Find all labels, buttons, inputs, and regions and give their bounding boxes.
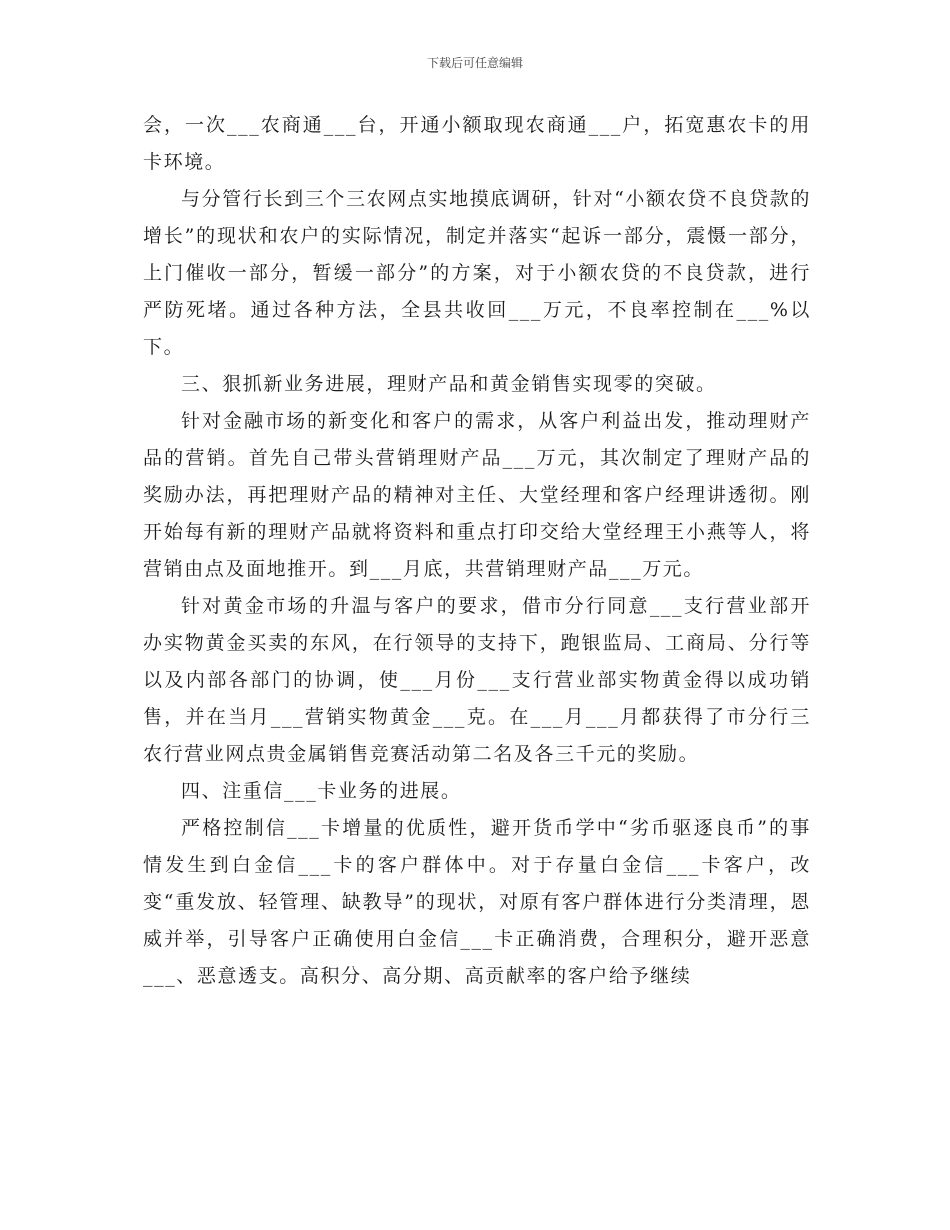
section-heading-4: 四、注重信___卡业务的进展。 xyxy=(181,780,462,802)
paragraph-5: 针对黄金市场的升温与客户的要求，借市分行同意___支行营业部开办实物黄金买卖的东风，在行领导的支持下，跑银监局、工商局、分行等以及内部各部门的协调，使___月份___支行营业部实物黄金得以成功销售，并在当月___营销实物黄金___克。在___月___月都获得了市分行三农行营业网点贵金属销售竞赛活动第二名及各三千元的奖励。 xyxy=(143,595,811,765)
paragraph-2: 与分管行长到三个三农网点实地摸底调研，针对“小额农贷不良贷款的增长”的现状和农户的实际情况，制定并落实“起诉一部分，震慑一部分，上门催收一部分，暂缓一部分”的方案，对于小额农贷的不良贷款，进行严防死堵。通过各种方法，全县共收回___万元，不良率控制在___%以下。 xyxy=(143,188,811,358)
section-heading-3: 三、狠抓新业务进展，理财产品和黄金销售实现零的突破。 xyxy=(181,373,717,395)
document-body xyxy=(143,107,811,995)
paragraph-7: 严格控制信___卡增量的优质性，避开货币学中“劣币驱逐良币”的事情发生到白金信___卡的客户群体中。对于存量白金信___卡客户，改变“重发放、轻管理、缺教导”的现状，对原有客户群体进行分类清理，恩威并举，引导客户正确使用白金信___卡正确消费，合理积分，避开恶意___、恶意透支。高积分、高分期、高贡献率的客户给予继续 xyxy=(143,817,811,987)
paragraph-4: 针对金融市场的新变化和客户的需求，从客户利益出发，推动理财产品的营销。首先自己带头营销理财产品___万元，其次制定了理财产品的奖励办法，再把理财产品的精神对主任、大堂经理和客户经理讲透彻。刚开始每有新的理财产品就将资料和重点打印交给大堂经理王小燕等人，将营销由点及面地推开。到___月底，共营销理财产品___万元。 xyxy=(143,410,811,580)
page-header: 下载后可任意编辑 xyxy=(426,56,523,70)
paragraph-1: 会，一次___农商通___台，开通小额取现农商通___户，拓宽惠农卡的用卡环境。 xyxy=(143,114,811,173)
